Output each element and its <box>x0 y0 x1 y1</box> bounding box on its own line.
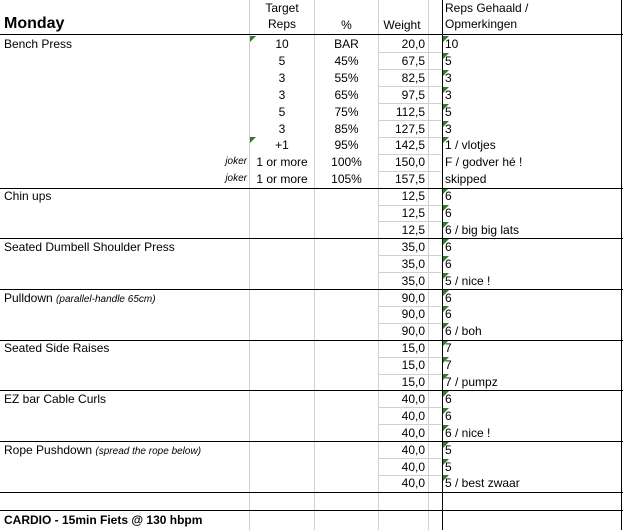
row-border <box>379 255 441 256</box>
comment-marker-icon <box>443 188 449 194</box>
notes-cell[interactable]: 6 <box>445 256 452 271</box>
notes-cell[interactable]: skipped <box>445 172 487 187</box>
comment-marker-icon <box>443 87 449 93</box>
target-reps-cell[interactable]: 1 or more <box>256 172 308 187</box>
comment-marker-icon <box>443 36 449 42</box>
comment-marker-icon <box>443 53 449 59</box>
column-border <box>314 0 315 530</box>
row-border <box>379 52 441 53</box>
comment-marker-icon <box>443 340 449 346</box>
weight-cell[interactable]: 127,5 <box>394 121 425 136</box>
cardio-line: CARDIO - 15min Fiets @ 130 hbpm <box>4 513 203 527</box>
comment-marker-icon <box>443 306 449 312</box>
weight-cell[interactable]: 40,0 <box>401 408 425 423</box>
comment-marker-icon <box>443 256 449 262</box>
weight-cell[interactable]: 157,5 <box>394 172 425 187</box>
row-border <box>379 306 441 307</box>
row-border <box>0 492 623 493</box>
notes-cell[interactable]: 5 / nice ! <box>445 273 491 288</box>
row-border <box>379 154 441 155</box>
comment-marker-icon <box>443 70 449 76</box>
weight-cell[interactable]: 40,0 <box>401 391 425 406</box>
comment-marker-icon <box>443 475 449 481</box>
percent-header: % <box>341 18 352 32</box>
row-border <box>379 475 441 476</box>
day-title: Monday <box>4 15 65 32</box>
notes-cell[interactable]: F / godver hé ! <box>445 155 523 170</box>
notes-cell[interactable]: 6 / nice ! <box>445 425 491 440</box>
weight-cell[interactable]: 15,0 <box>401 358 425 373</box>
row-border <box>0 340 623 341</box>
row-border <box>0 188 623 189</box>
row-border <box>0 238 623 239</box>
exercise-subnote: (parallel-handle 65cm) <box>56 293 156 305</box>
row-border <box>0 441 623 442</box>
comment-marker-icon <box>250 137 256 143</box>
weight-cell[interactable]: 20,0 <box>401 37 425 51</box>
comment-marker-icon <box>443 459 449 465</box>
weight-cell[interactable]: 35,0 <box>401 273 425 288</box>
weight-cell[interactable]: 35,0 <box>401 239 425 254</box>
comment-marker-icon <box>443 239 449 245</box>
weight-cell[interactable]: 67,5 <box>401 53 425 68</box>
comment-marker-icon <box>443 323 449 329</box>
notes-cell[interactable]: 6 <box>445 239 452 254</box>
weight-cell[interactable]: 40,0 <box>401 442 425 457</box>
exercise-name[interactable]: Bench Press <box>4 37 73 51</box>
exercise-name-text: Rope Pushdown <box>4 442 93 457</box>
weight-cell[interactable]: 142,5 <box>394 138 425 153</box>
row-border <box>379 357 441 358</box>
comment-marker-icon <box>443 374 449 380</box>
notes-cell[interactable]: 6 <box>445 307 452 322</box>
percent-cell[interactable]: 85% <box>334 121 359 136</box>
row-border <box>379 272 441 273</box>
target-reps-header-line2: Reps <box>267 17 296 31</box>
row-border <box>379 205 441 206</box>
weight-cell[interactable]: 112,5 <box>395 104 425 119</box>
comment-marker-icon <box>443 391 449 397</box>
weight-cell[interactable]: 15,0 <box>401 375 425 389</box>
weight-cell[interactable]: 40,0 <box>401 459 425 474</box>
row-border <box>379 171 441 172</box>
comment-marker-icon <box>250 36 256 42</box>
comment-marker-icon <box>443 425 449 431</box>
exercise-name-text: Pulldown <box>4 290 53 305</box>
notes-cell[interactable]: 6 / boh <box>445 324 482 339</box>
row-border <box>379 103 441 104</box>
notes-cell[interactable]: 6 <box>445 290 452 305</box>
exercise-subnote: (spread the rope below) <box>95 445 202 457</box>
notes-cell[interactable]: 7 <box>445 341 452 356</box>
weight-cell[interactable]: 90,0 <box>401 290 425 305</box>
row-border <box>379 374 441 375</box>
comment-marker-icon <box>443 121 449 127</box>
target-reps-cell[interactable]: 5 <box>278 53 286 68</box>
notes-cell[interactable]: 7 <box>445 358 452 373</box>
column-border <box>378 0 379 530</box>
notes-cell[interactable]: 7 / pumpz <box>445 375 498 389</box>
notes-cell[interactable]: 5 <box>445 459 452 474</box>
exercise-name[interactable] <box>4 442 201 460</box>
row-border <box>0 390 623 391</box>
row-border <box>0 289 623 290</box>
row-border <box>379 458 441 459</box>
notes-cell[interactable]: 5 <box>445 442 452 457</box>
notes-cell[interactable]: 5 <box>445 53 452 68</box>
percent-cell[interactable]: 75% <box>334 104 359 119</box>
exercise-name[interactable]: Seated Side Raises <box>4 341 110 356</box>
exercise-name[interactable]: Seated Dumbell Shoulder Press <box>4 239 175 254</box>
column-border <box>621 0 622 530</box>
joker-label[interactable]: joker <box>225 173 247 185</box>
target-reps-cell[interactable]: 3 <box>278 87 286 102</box>
comment-marker-icon <box>443 137 449 143</box>
percent-cell[interactable]: 105% <box>331 172 362 187</box>
comment-marker-icon <box>443 408 449 414</box>
target-reps-cell[interactable]: 5 <box>278 104 286 119</box>
notes-cell[interactable]: 6 <box>445 408 452 423</box>
notes-cell[interactable]: 3 <box>445 70 452 85</box>
notes-cell[interactable]: 3 <box>445 121 452 136</box>
notes-cell[interactable]: 6 <box>445 391 452 406</box>
weight-cell[interactable]: 12,5 <box>401 189 425 204</box>
weight-cell[interactable]: 12,5 <box>401 222 425 237</box>
percent-cell[interactable]: 95% <box>334 138 359 153</box>
target-reps-cell[interactable]: 3 <box>278 121 286 136</box>
comment-marker-icon <box>443 290 449 296</box>
row-border <box>379 221 441 222</box>
joker-label[interactable]: joker <box>225 156 247 168</box>
notes-cell[interactable]: 3 <box>445 87 452 102</box>
comment-marker-icon <box>443 273 449 279</box>
weight-cell[interactable]: 35,0 <box>401 256 425 271</box>
exercise-name[interactable] <box>4 290 156 308</box>
notes-cell[interactable]: 6 <box>445 189 452 204</box>
target-reps-cell[interactable]: 10 <box>275 37 289 51</box>
exercise-name[interactable]: Chin ups <box>4 189 52 204</box>
row-border <box>379 424 441 425</box>
notes-cell[interactable]: 5 / best zwaar <box>445 476 520 491</box>
notes-cell[interactable]: 10 <box>445 37 459 51</box>
percent-cell[interactable]: 100% <box>331 155 362 170</box>
weight-cell[interactable]: 97,5 <box>401 87 425 102</box>
row-border <box>379 86 441 87</box>
weight-cell[interactable]: 15,0 <box>401 341 425 356</box>
row-border <box>379 407 441 408</box>
weight-header: Weight <box>383 18 421 32</box>
row-border <box>379 69 441 70</box>
weight-cell[interactable]: 82,5 <box>401 70 425 85</box>
comment-marker-icon <box>443 442 449 448</box>
target-reps-cell[interactable]: +1 <box>275 138 289 153</box>
target-reps-cell[interactable]: 1 or more <box>256 155 308 170</box>
row-border <box>0 34 623 35</box>
notes-cell[interactable]: 5 <box>445 104 452 119</box>
notes-cell[interactable]: 1 / vlotjes <box>445 138 496 153</box>
notes-cell[interactable]: 6 / big big lats <box>445 222 520 237</box>
weight-cell[interactable]: 40,0 <box>401 476 425 491</box>
column-border <box>428 0 429 530</box>
percent-cell[interactable]: BAR <box>334 37 359 51</box>
notes-cell[interactable]: 6 <box>445 206 452 220</box>
target-reps-header-line1: Target <box>265 1 299 15</box>
percent-cell[interactable]: 45% <box>334 53 359 68</box>
comment-marker-icon <box>443 357 449 363</box>
exercise-name[interactable]: EZ bar Cable Curls <box>4 391 107 406</box>
column-border <box>442 0 443 530</box>
row-border <box>0 510 623 511</box>
comment-marker-icon <box>443 104 449 110</box>
weight-cell[interactable]: 40,0 <box>401 425 425 440</box>
weight-cell[interactable]: 90,0 <box>401 307 425 322</box>
notes-header-line1: Reps Gehaald / <box>445 1 529 15</box>
weight-cell[interactable]: 12,5 <box>401 206 425 220</box>
notes-header-line2: Opmerkingen <box>445 17 518 31</box>
percent-cell[interactable]: 65% <box>334 87 359 102</box>
weight-cell[interactable]: 150,0 <box>394 155 425 170</box>
comment-marker-icon <box>443 222 449 228</box>
row-border <box>379 120 441 121</box>
target-reps-cell[interactable]: 3 <box>278 70 286 85</box>
row-border <box>379 137 441 138</box>
row-border <box>379 323 441 324</box>
percent-cell[interactable]: 55% <box>334 70 359 85</box>
column-border <box>249 0 250 530</box>
comment-marker-icon <box>443 205 449 211</box>
weight-cell[interactable]: 90,0 <box>401 324 425 339</box>
